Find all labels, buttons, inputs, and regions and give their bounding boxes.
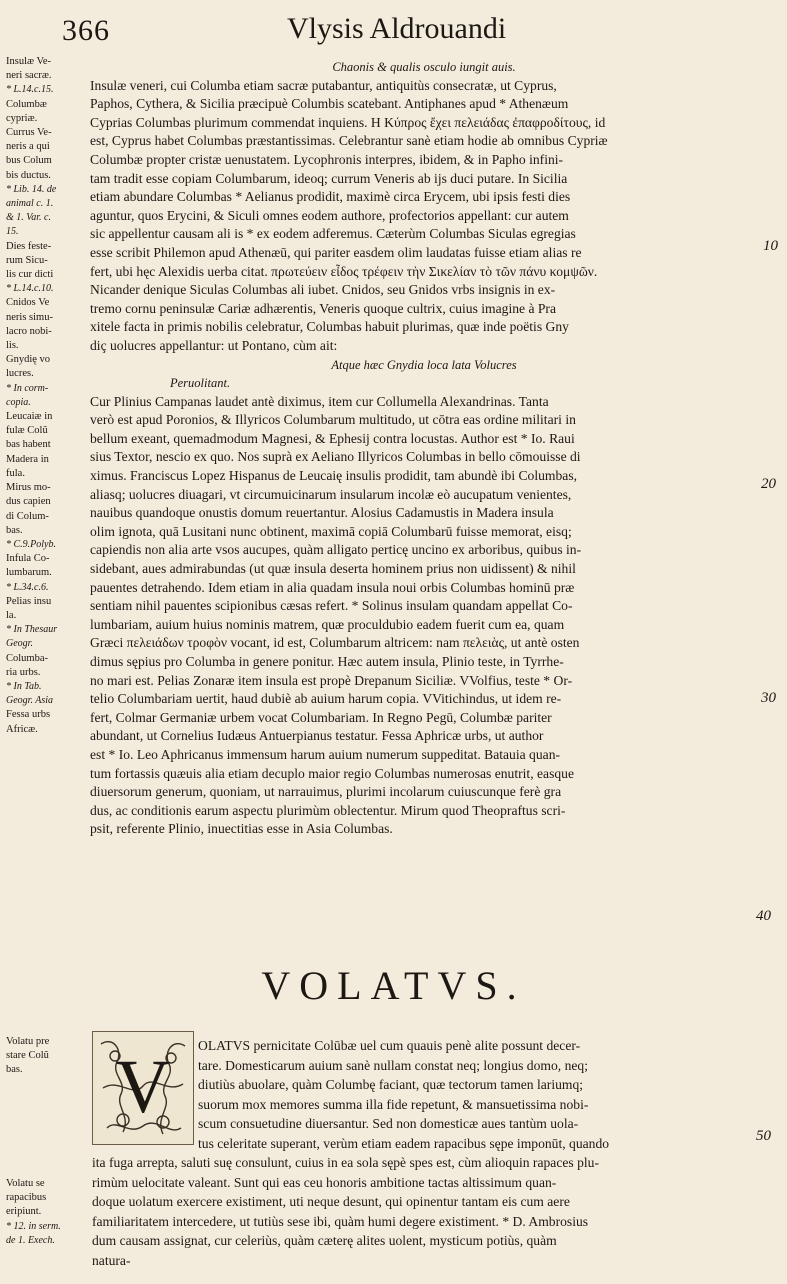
text-line: sentiam nihil pauentes scipionibus cæsas refert. * Solinus insulam quandam appellat Co- — [90, 598, 573, 614]
running-title: Vlysis Aldrouandi — [287, 12, 507, 45]
margin-note-43: ria urbs. — [6, 666, 41, 678]
text-line: sidebant, aues admirabundas (ut quæ insula deserta hominem prius non uidissent) & nihil — [90, 561, 576, 577]
margin-notes-rapacibus — [6, 1178, 86, 1249]
margin-note-7: bus Colum — [6, 155, 52, 167]
text-line: esse scribit Philemon apud Athenæū, qui pariter easdem olim laudatas fuisse etiam alias re — [90, 244, 582, 260]
margin-notes-volatus — [6, 1036, 86, 1079]
text-line: scum consuetudine diuersantur. Sed non domesticæ aues tantùm uola- — [198, 1116, 579, 1131]
text-line: xitele facta in primis nobilis celebratur, Columbas habuit plurimas, quæ inde poëtis Gny — [90, 319, 569, 335]
text-line: dum causam assignat, cur celeriùs, quàm cæterę alites uolent, mysticum potiùs, quàm — [92, 1233, 557, 1248]
margin-note-rapacibus-0: Volatu se — [6, 1178, 45, 1189]
margin-note-2: * L.14.c.15. — [6, 84, 54, 96]
text-line: pauentes detrahendo. Idem etiam in alia quadam insula noui orbis Columbas hominū præ — [90, 579, 575, 595]
margin-note-45: Geogr. Asia — [6, 695, 54, 707]
margin-note-4: cypriæ. — [6, 112, 38, 124]
text-line: natura- — [92, 1252, 131, 1268]
text-line: aliasq; uolucres diuagari, vt circumuicinarum insularum incolæ eò aucupatum venientes, — [90, 486, 572, 502]
text-line: tremo cornu peninsulæ Cariæ adhærentis, Veneris quoque cultrix, cuius imagine à Pra — [90, 300, 556, 316]
text-line: Cur Plinius Campanas laudet antè diximus, item cur Collumella Alexandrinas. Tanta — [90, 393, 549, 409]
text-line: ximus. Franciscus Lopez Hispanus de Leucaię insulis prodidit, tam abundè ibi Columbas, — [90, 468, 578, 484]
margin-note-12: 15. — [6, 226, 19, 238]
margin-note-6: neris a qui — [6, 141, 50, 153]
page-header — [0, 6, 787, 46]
text-line: est * Io. Leo Aphricanus immensum harum auium numerum suppeditat. Batauia quan- — [90, 746, 561, 762]
margin-note-33: bas. — [6, 524, 23, 536]
margin-note-10: animal c. 1. — [6, 198, 54, 210]
margin-note-42: Columba- — [6, 652, 48, 664]
text-line: tus celeritate superant, verùm etiam eadem rapacibus sępe imponūt, quando — [198, 1135, 610, 1151]
text-line: psit, referente Plinio, inuectitias esse in Asia Columbas. — [90, 821, 393, 837]
text-line: Nicander denique Siculas Columbas ali iubet. Cnidos, seu Gnidos vrbs insignis in ex- — [90, 282, 556, 298]
margin-note-9: * Lib. 14. de — [6, 183, 57, 195]
margin-note-18: neris simu- — [6, 311, 53, 323]
text-line: suorum mox memores summa illa fide repetunt, & mansuetissima nobi- — [198, 1096, 589, 1112]
text-line: no mari est. Pelias Zonaræ item insula est propè Drepanum Siciliæ. VVolfius, teste * Or- — [90, 672, 573, 688]
text-line: Paphos, Cythera, & Sicilia præcipuè Columbis scatebant. Antiphanes apud * Athenæum — [90, 96, 569, 112]
margin-note-volatus-0: Volatu pre — [6, 1036, 50, 1047]
page-number: 366 — [62, 14, 110, 47]
margin-note-22: lucres. — [6, 368, 34, 380]
margin-note-30: Mirus mo- — [6, 482, 51, 494]
margin-note-24: copia. — [6, 396, 31, 408]
margin-note-39: la. — [6, 609, 17, 621]
text-line: capiendis non alia arte vsos aucupes, quàm alligato perticę uncino ex arboribus, quibus in- — [90, 542, 582, 558]
margin-note-rapacibus-1: rapacibus — [6, 1192, 47, 1204]
text-line: aguntur, quos Erycini, & Siculi omnes eodem authore, profectorios appellant: cur autem — [90, 207, 569, 223]
margin-note-29: fula. — [6, 467, 25, 479]
margin-note-23: * In corm- — [6, 382, 49, 394]
margin-notes-top — [6, 56, 86, 738]
margin-note-11: & 1. Var. c. — [6, 212, 51, 224]
margin-note-35: Infula Co- — [6, 553, 50, 565]
margin-note-28: Madera in — [6, 453, 49, 465]
text-line: sic appellentur causam ali is * ex eodem adferemus. Cæterùm Columbas Siculas egregias — [90, 226, 576, 242]
text-line: Peruolitant. — [170, 376, 231, 391]
text-line: etiam abundare Columbas * Aelianus prodidit, maximè circa Erycem, ubi ipsis festi dies — [90, 189, 571, 205]
text-line: dus, ac conditionis earum aspectu plurimùm oblectentur. Mirum quod Theopraftus scri- — [90, 802, 566, 818]
text-line: OLATVS pernicitate Colūbæ uel cum quauis penè alite possunt decer- — [198, 1038, 581, 1053]
line-number-40: 40 — [756, 908, 771, 924]
margin-note-20: lis. — [6, 340, 19, 352]
margin-note-volatus-2: bas. — [6, 1064, 23, 1076]
margin-note-15: lis cur dicti — [6, 269, 54, 281]
margin-note-21: Gnydię vo — [6, 354, 51, 366]
margin-note-rapacibus-4: de 1. Exech. — [6, 1234, 55, 1246]
margin-note-47: Africæ. — [6, 723, 38, 735]
text-line: tum fortassis quæuis alia etiam decuplo maior regio Columbas numerosas enutrit, easque — [90, 765, 574, 781]
margin-note-40: * In Thesaur — [6, 624, 58, 636]
margin-note-41: Geogr. — [6, 638, 33, 650]
margin-note-19: lacro nobi- — [6, 325, 52, 337]
margin-note-36: lumbarum. — [6, 567, 52, 579]
margin-note-0: Insulæ Ve- — [6, 56, 52, 67]
margin-note-rapacibus-3: * 12. in serm. — [6, 1220, 61, 1232]
main-text-block — [90, 58, 758, 839]
margin-note-13: Dies feste- — [6, 240, 52, 252]
margin-note-8: bis ductus. — [6, 169, 51, 181]
text-line: diutiùs abuolare, quàm Columbę faciant, quæ tectorum tamen lariumq; — [198, 1077, 584, 1092]
line-number-20: 20 — [761, 476, 776, 492]
text-line: lumbariam, auium huius nominis matrem, quæ proculdubio eadem fuerit cum ea, quam — [90, 616, 565, 632]
margin-note-volatus-1: stare Colũ — [6, 1050, 49, 1062]
text-line: nauibus quandoque onustis domum reuertantur. Alosius Cadamustis in Madera insula — [90, 505, 554, 521]
margin-note-17: Cnidos Ve — [6, 297, 50, 309]
margin-note-37: * L.34.c.6. — [6, 581, 49, 593]
margin-note-26: fulæ Colũ — [6, 425, 48, 437]
text-line: tare. Domesticarum auium sanè nullam constat neq; longius domo, neq; — [198, 1057, 588, 1073]
line-number-30: 30 — [761, 690, 776, 706]
text-line: est, Cyprus habet Columbas præstantissimas. Celebrantur sanè etiam hodie ab omnibus Cypriæ — [90, 133, 608, 149]
text-line: sius Textor, nescio ex quo. Nos suprà ex Aeliano Illyricos Columbas in bello cōmouisse di — [90, 449, 581, 465]
text-line: diuersorum generum, quoniam, ut narrauimus, plurimi incolarum cuiuscunque ferè gra — [90, 784, 562, 800]
margin-note-34: * C.9.Polyb. — [6, 538, 56, 550]
text-line: ita fuga arrepta, saluti suę consulunt, cuius in ea sola sępè spes est, cùm alioquin rapaces plu- — [92, 1155, 599, 1170]
margin-note-16: * L.14.c.10. — [6, 283, 54, 295]
text-line: Atque hæc Gnydia loca lata Volucres — [331, 357, 517, 372]
margin-note-3: Columbæ — [6, 98, 47, 110]
text-line: verò est apud Poronios, & Illyricos Columbarum multitudo, ut cōtra eas ordine militari in — [90, 412, 576, 428]
margin-note-46: Fessa urbs — [6, 709, 51, 721]
text-line: fert, ubi hęc Alexidis uerba citat. πρωτεύειν εἶδος τρέφειν τὴν Σικελίαν τὸ τῶν πάνυ κομψῶν. — [90, 263, 598, 279]
text-line: familiaritatem intercedere, ut tutiùs sese ibi, quàm humi degere existiment. * D. Ambrosius — [92, 1213, 589, 1229]
margin-note-1: neri sacræ. — [6, 70, 52, 82]
text-line: dimus sępius pro Columba in genere ponitur. Hæc autem insula, Plinio teste, in Tyrrhe- — [90, 654, 564, 669]
text-line: tam tradit esse copiam Columbarum, ideoq; currum Veneris ab ijs duci putare. In Sicilia — [90, 170, 568, 186]
margin-note-27: bas habent — [6, 439, 51, 451]
section-heading: VOLATVS. — [261, 963, 526, 1008]
text-line: rimùm uelocitate valeant. Sunt qui eas ceu honoris ambitione tactas altissimum quan- — [92, 1174, 557, 1190]
drop-cap-letter: V — [115, 1045, 171, 1129]
margin-note-31: dus capien — [6, 496, 51, 508]
text-line: Columbæ propter cristæ uenustatem. Lycophronis interpres, ibidem, & in Papho infini- — [90, 151, 564, 167]
text-line: telio Columbariam uertit, haud dubiè ab auium harum copia. VVitichindus, ut idem re- — [90, 691, 562, 707]
margin-note-44: * In Tab. — [6, 680, 42, 692]
margin-note-25: Leucaiæ in — [6, 411, 53, 423]
volatus-text-block — [92, 1036, 758, 1270]
text-line: Insulæ veneri, cui Columba etiam sacræ putabantur, antiquitùs consecratæ, ut Cyprus, — [90, 77, 557, 93]
text-line: Cyprias Columbas plurimum commendat inquiens. Η Κύπρος ἔχει πελειάδας ἐπαφροδίτους, id — [90, 114, 606, 130]
text-line: Græci πελειάδων τροφὸν vocant, id est, Columbarum altricem: nam πελειὰς, ut antè osten — [90, 635, 580, 651]
text-line: diç uolucres appellantur: ut Pontano, cùm ait: — [90, 337, 338, 353]
text-line: Chaonis & qualis osculo iungit auis. — [332, 60, 516, 74]
margin-note-38: Pelias insu — [6, 595, 52, 607]
text-line: bellum exeant, quemadmodum Magnesi, & Ephesij contra locustas. Author est * Io. Raui — [90, 430, 575, 446]
text-line: fert, Colmar Germaniæ urbem vocat Columbariam. In Regno Pegū, Columbæ pariter — [90, 709, 552, 725]
margin-note-5: Currus Ve- — [6, 127, 52, 139]
line-number-10: 10 — [763, 238, 778, 254]
margin-note-rapacibus-2: eripiunt. — [6, 1206, 42, 1218]
line-number-50: 50 — [756, 1128, 771, 1144]
text-line: doque uolatum exercere existiment, uti neque desunt, qui opinentur tantam eis cum aere — [92, 1194, 570, 1209]
text-line: abundant, ut Cornelius Iudæus Antuerpianus testatur. Fessa Aphricæ urbs, ut author — [90, 728, 544, 744]
margin-note-14: rum Sicu- — [6, 254, 48, 266]
margin-note-32: di Colum- — [6, 510, 49, 522]
text-line: olim ignota, quā Lusitani nunc obtinent, maximā copiā Columbarū fuisse memorat, eisq; — [90, 523, 572, 539]
